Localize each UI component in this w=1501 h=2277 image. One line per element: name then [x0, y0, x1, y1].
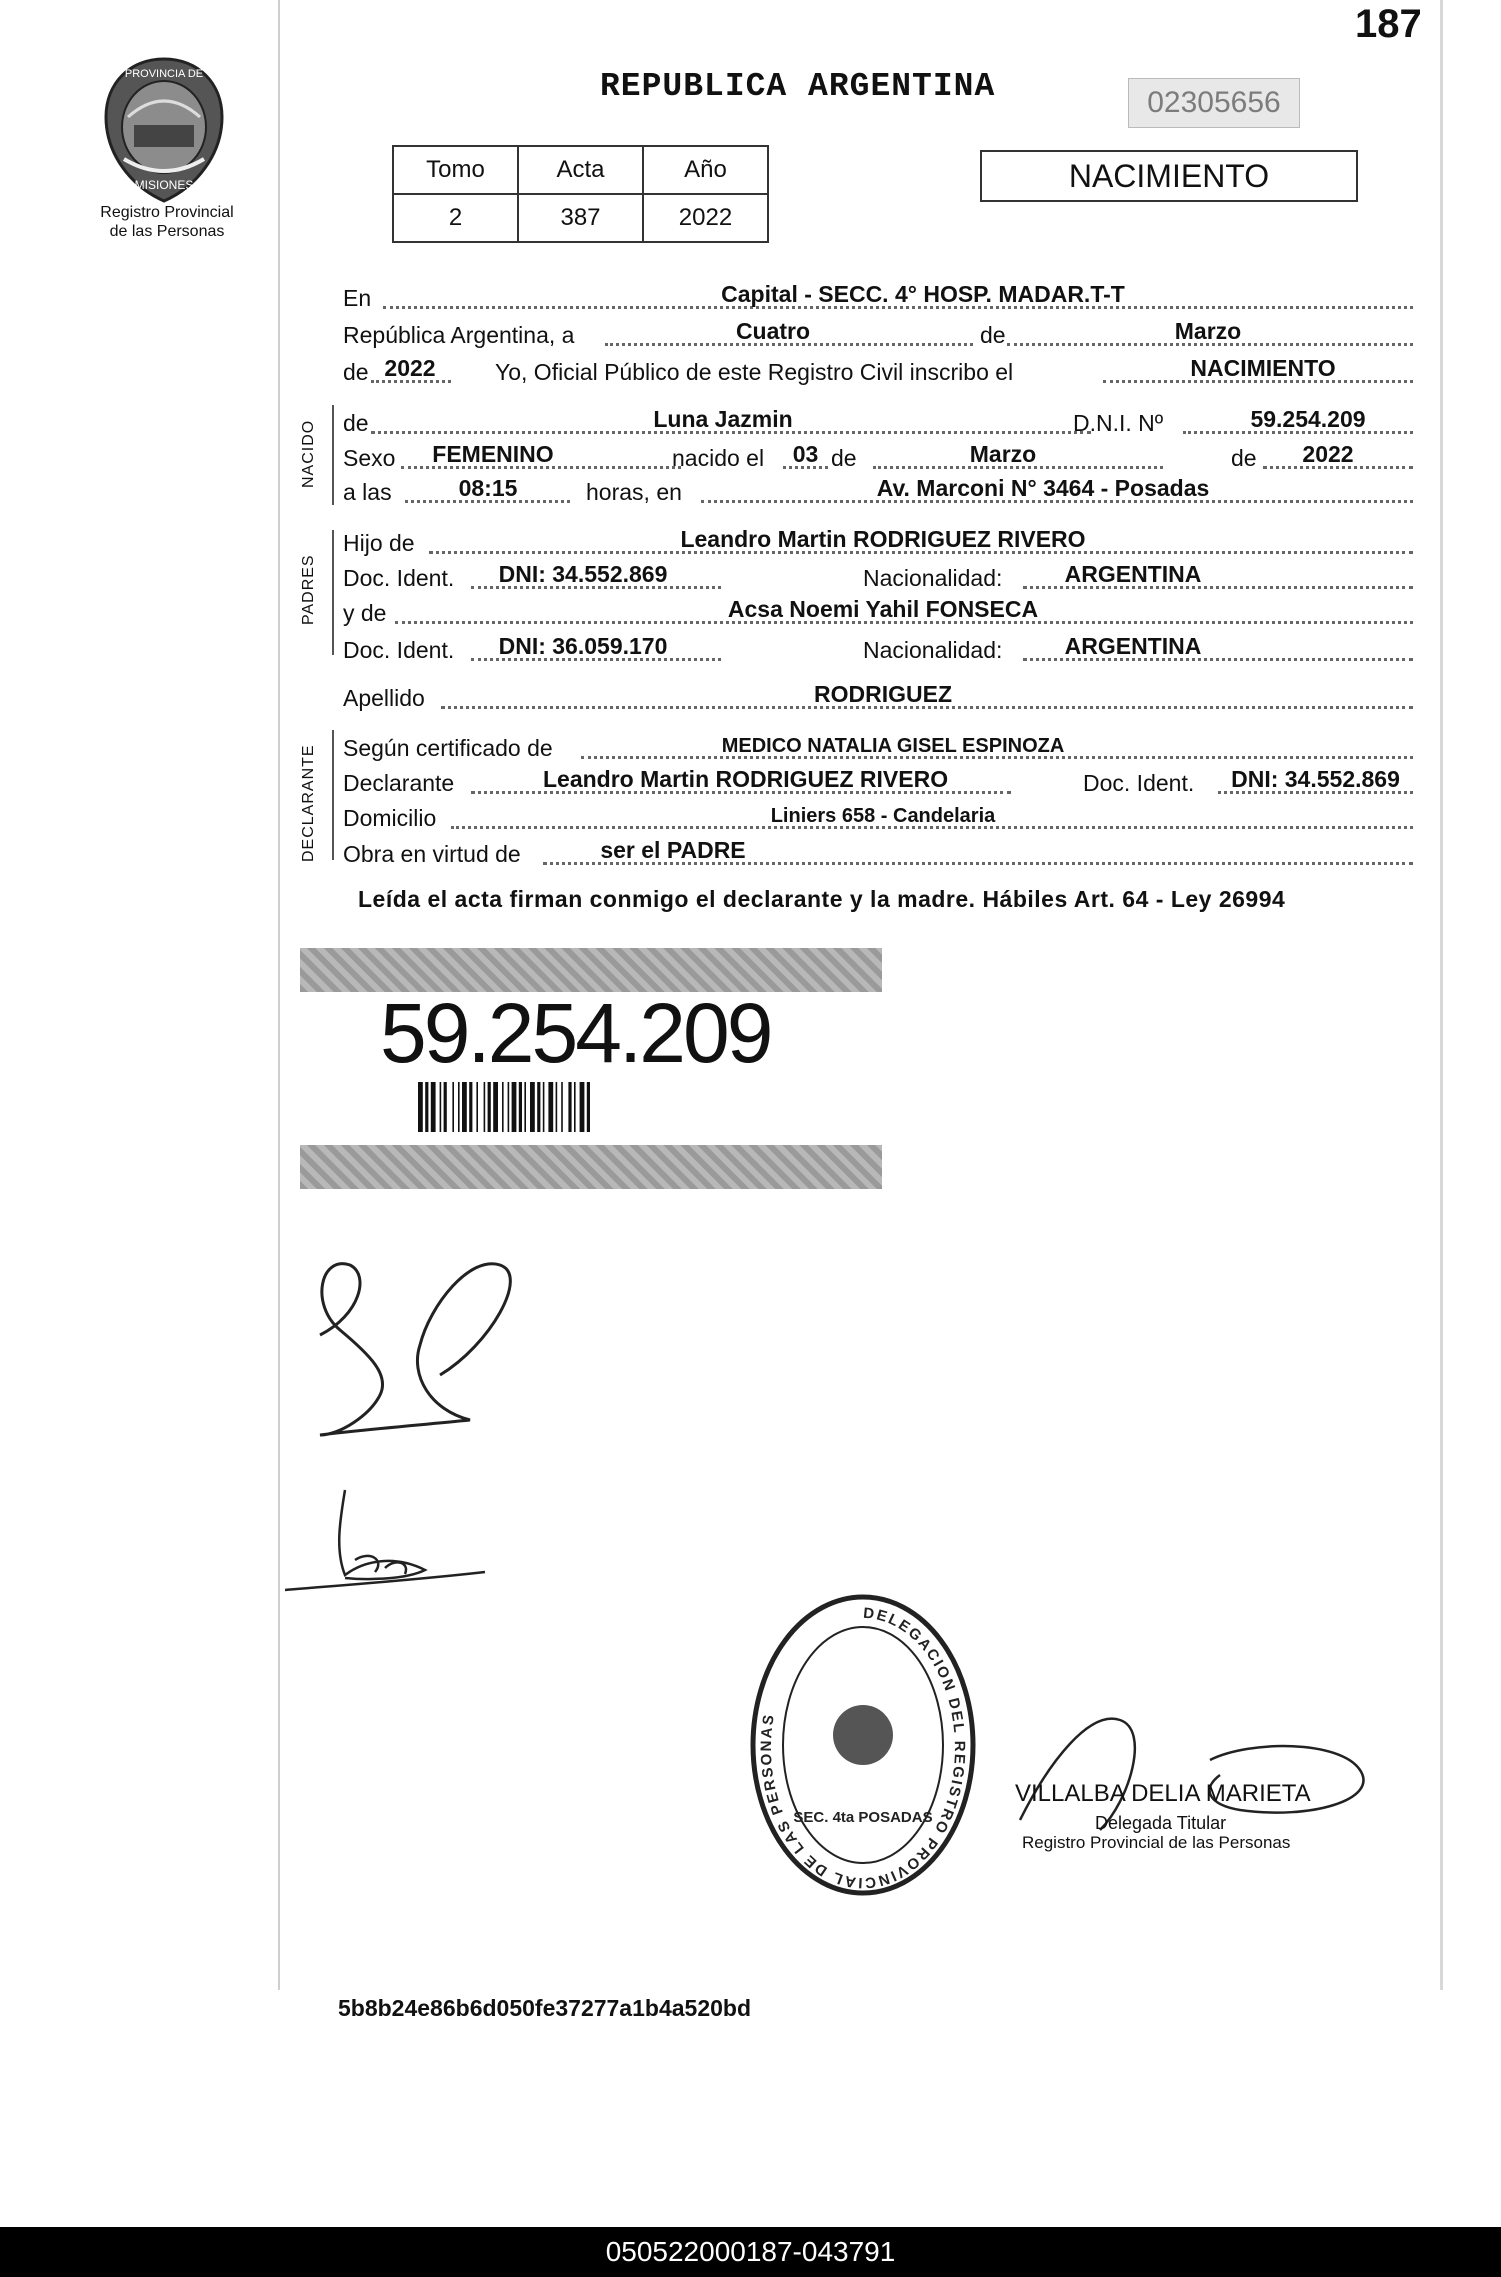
official-stamp	[745, 1590, 981, 1900]
value-mother-name: Acsa Noemi Yahil FONSECA	[727, 596, 1039, 622]
line-mother-doc	[343, 632, 1415, 666]
line-address	[343, 800, 1415, 834]
line-registrar	[343, 354, 1415, 388]
official-office: Registro Provincial de las Personas	[1022, 1833, 1291, 1852]
record-type-box: NACIMIENTO	[980, 150, 1358, 202]
dni-label-band-bottom	[300, 1145, 882, 1189]
label-segun: Según certificado de	[343, 735, 553, 761]
value-birth-day: 03	[792, 441, 819, 467]
section-label-declarante: DECLARANTE	[300, 744, 317, 862]
svg-text:SEC. 4ta POSADAS: SEC. 4ta POSADAS	[793, 1809, 933, 1826]
section-bar-nacido	[332, 405, 334, 505]
value-declarant: Leandro Martin RODRIGUEZ RIVERO	[543, 766, 949, 792]
section-bar-padres	[332, 530, 334, 655]
official-name: VILLALBA DELIA MARIETA	[1015, 1780, 1311, 1807]
value-day-text: Cuatro	[735, 318, 811, 344]
dni-label-number: 59.254.209	[380, 986, 771, 1080]
document-title: REPUBLICA ARGENTINA	[600, 68, 996, 105]
svg-text:PROVINCIA DE: PROVINCIA DE	[124, 68, 204, 80]
value-capacity: ser el PADRE	[600, 837, 746, 863]
label-domicilio: Domicilio	[343, 805, 437, 831]
line-certificate	[343, 730, 1415, 764]
svg-text:MISIONES: MISIONES	[134, 178, 194, 192]
value-month: Marzo	[1174, 318, 1242, 344]
value-address: Liniers 658 - Candelaria	[770, 805, 996, 827]
signature-mother	[285, 1480, 495, 1600]
label-hijo-de: Hijo de	[343, 530, 415, 556]
label-doc-ident: Doc. Ident.	[343, 565, 455, 591]
value-birth-year: 2022	[1302, 441, 1354, 467]
value-mother-doc: DNI: 36.059.170	[498, 633, 668, 659]
value-event: NACIMIENTO	[1190, 355, 1336, 381]
label-obra: Obra en virtud de	[343, 841, 521, 867]
line-mother	[343, 595, 1415, 629]
page-edge-right	[1440, 0, 1443, 1990]
label-nacionalidad: Nacionalidad:	[863, 637, 1003, 663]
serial-number: 02305656	[1128, 78, 1300, 128]
line-father	[343, 525, 1415, 559]
value-surname: RODRIGUEZ	[814, 681, 952, 707]
line-surname	[343, 680, 1415, 714]
barcode	[418, 1082, 736, 1132]
label-republica: República Argentina, a	[343, 322, 575, 348]
label-de: de	[343, 359, 369, 385]
signature-declarant	[300, 1235, 570, 1450]
line-place	[343, 280, 1415, 314]
logo-caption	[72, 203, 262, 241]
value-father-nationality: ARGENTINA	[1064, 561, 1202, 587]
section-bar-declarante	[332, 730, 334, 860]
line-capacity	[343, 836, 1415, 870]
label-y-de: y de	[343, 600, 387, 626]
volume-header-row	[393, 146, 768, 194]
line-name	[343, 405, 1415, 439]
volume-value-row	[393, 194, 768, 242]
value-declarant-doc: DNI: 34.552.869	[1231, 766, 1400, 792]
label-a-las: a las	[343, 479, 392, 505]
value-birth-month: Marzo	[969, 441, 1037, 467]
page-number: 187	[1355, 2, 1422, 46]
province-seal-logo	[100, 55, 228, 205]
label-de: de	[980, 322, 1006, 348]
line-time-place	[343, 474, 1415, 508]
label-de: de	[831, 445, 857, 471]
value-place: Capital - SECC. 4° HOSP. MADAR.T-T	[721, 281, 1125, 307]
page-edge-left	[278, 0, 280, 1990]
logo-caption-line-1: Registro Provincial	[100, 204, 234, 221]
footer-document-id: 050522000187-043791	[605, 2236, 896, 2267]
volume-value-tomo: 2	[393, 194, 518, 242]
volume-header-tomo: Tomo	[393, 146, 518, 194]
value-father-doc: DNI: 34.552.869	[498, 561, 668, 587]
line-sex-birthdate	[343, 440, 1415, 474]
label-apellido: Apellido	[343, 685, 425, 711]
section-label-nacido: NACIDO	[300, 419, 317, 488]
value-child-dni: 59.254.209	[1250, 406, 1366, 432]
volume-table	[392, 145, 769, 243]
label-horas: horas, en	[586, 479, 682, 505]
label-nacionalidad: Nacionalidad:	[863, 565, 1003, 591]
line-father-doc	[343, 560, 1415, 594]
document-hash: 5b8b24e86b6d050fe37277a1b4a520bd	[338, 1995, 752, 2021]
label-yo: Yo, Oficial Público de este Registro Civil inscribo el	[495, 359, 1014, 385]
value-time: 08:15	[458, 475, 518, 501]
svg-text:DELEGACION DEL REGISTRO PROVIN: DELEGACION DEL REGISTRO PROVINCIAL DE LAS PERSONAS	[757, 1604, 968, 1892]
official-role: Delegada Titular	[1095, 1813, 1227, 1833]
line-declarant	[343, 765, 1415, 799]
value-year: 2022	[384, 355, 436, 381]
label-doc-ident: Doc. Ident.	[343, 637, 455, 663]
value-certificate-by: MEDICO NATALIA GISEL ESPINOZA	[721, 735, 1065, 757]
volume-header-ano: Año	[643, 146, 768, 194]
section-label-padres: PADRES	[300, 554, 317, 625]
volume-value-ano: 2022	[643, 194, 768, 242]
value-mother-nationality: ARGENTINA	[1064, 633, 1202, 659]
line-date	[343, 317, 1415, 351]
label-nacido: nacido el	[672, 445, 765, 471]
value-child-name: Luna Jazmin	[653, 406, 793, 432]
label-en: En	[343, 285, 372, 311]
label-doc-ident: Doc. Ident.	[1083, 770, 1195, 796]
value-father-name: Leandro Martin RODRIGUEZ RIVERO	[680, 526, 1086, 552]
value-sex: FEMENINO	[432, 441, 554, 467]
logo-caption-line-2: de las Personas	[109, 223, 225, 240]
value-birth-place: Av. Marconi N° 3464 - Posadas	[876, 475, 1210, 501]
label-declarante: Declarante	[343, 770, 455, 796]
label-sexo: Sexo	[343, 445, 396, 471]
label-de: de	[343, 410, 369, 436]
label-dni: D.N.I. Nº	[1073, 410, 1164, 436]
volume-header-acta: Acta	[518, 146, 643, 194]
reading-note: Leída el acta firman conmigo el declarante y la madre. Hábiles Art. 64 - Ley 26994	[358, 886, 1286, 912]
volume-value-acta: 387	[518, 194, 643, 242]
label-de: de	[1231, 445, 1257, 471]
